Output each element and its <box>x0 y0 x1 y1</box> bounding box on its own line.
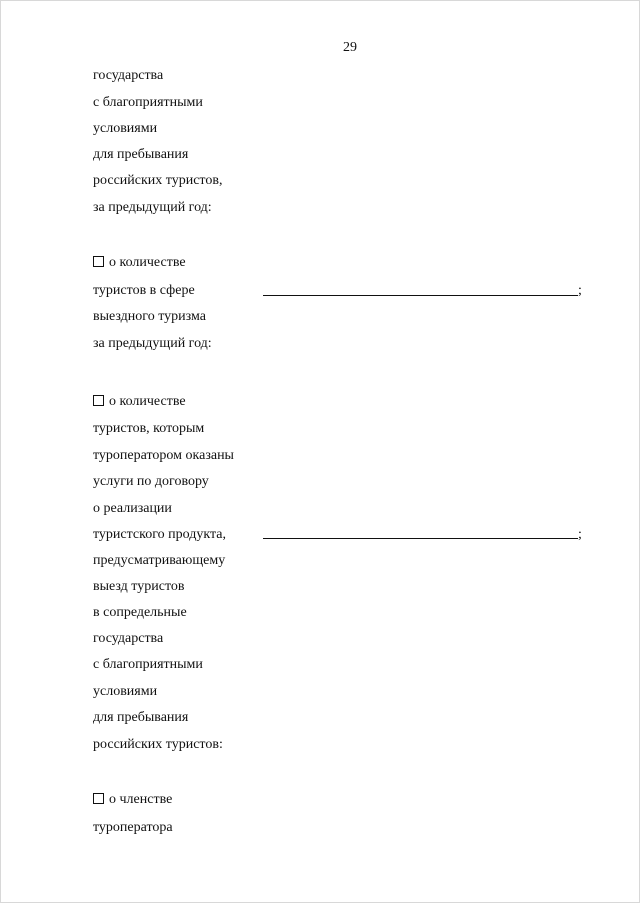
checkbox-label: о членстве <box>109 792 173 807</box>
text-line: с благоприятными <box>93 95 203 110</box>
semicolon: ; <box>578 283 582 298</box>
text-line: выезд туристов <box>93 579 185 594</box>
semicolon: ; <box>578 527 582 542</box>
text-line: туроператором оказаны <box>93 448 234 463</box>
answer-blank-line[interactable] <box>263 295 578 296</box>
checkbox-icon[interactable] <box>93 256 104 267</box>
text-line: выездного туризма <box>93 309 206 324</box>
text-line: российских туристов, <box>93 173 223 188</box>
text-line: туроператора <box>93 820 173 835</box>
text-line: условиями <box>93 684 158 699</box>
checkbox-icon[interactable] <box>93 395 104 406</box>
text-line: российских туристов: <box>93 737 223 752</box>
text-line: для пребывания <box>93 710 189 725</box>
text-line: за предыдущий год: <box>93 200 212 215</box>
text-line: о реализации <box>93 501 172 516</box>
text-line: предусматривающему <box>93 553 226 568</box>
text-line: туристов, которым <box>93 421 205 436</box>
checkbox-option-serviced-tourists[interactable] <box>93 393 186 411</box>
text-line: туристов в сфере <box>93 283 195 298</box>
text-line: в сопредельные <box>93 605 187 620</box>
checkbox-label: о количестве <box>109 394 186 409</box>
text-line: государства <box>93 631 164 646</box>
text-line: за предыдущий год: <box>93 336 212 351</box>
checkbox-label: о количестве <box>109 255 186 270</box>
page-number: 29 <box>343 40 357 55</box>
checkbox-option-tourist-count[interactable] <box>93 254 186 272</box>
text-line: услуги по договору <box>93 474 209 489</box>
text-line: туристского продукта, <box>93 527 226 542</box>
text-line: условиями <box>93 121 158 136</box>
checkbox-icon[interactable] <box>93 793 104 804</box>
text-line: государства <box>93 68 164 83</box>
text-line: для пребывания <box>93 147 189 162</box>
answer-blank-line[interactable] <box>263 538 578 539</box>
text-line: с благоприятными <box>93 657 203 672</box>
checkbox-option-membership[interactable] <box>93 791 172 809</box>
